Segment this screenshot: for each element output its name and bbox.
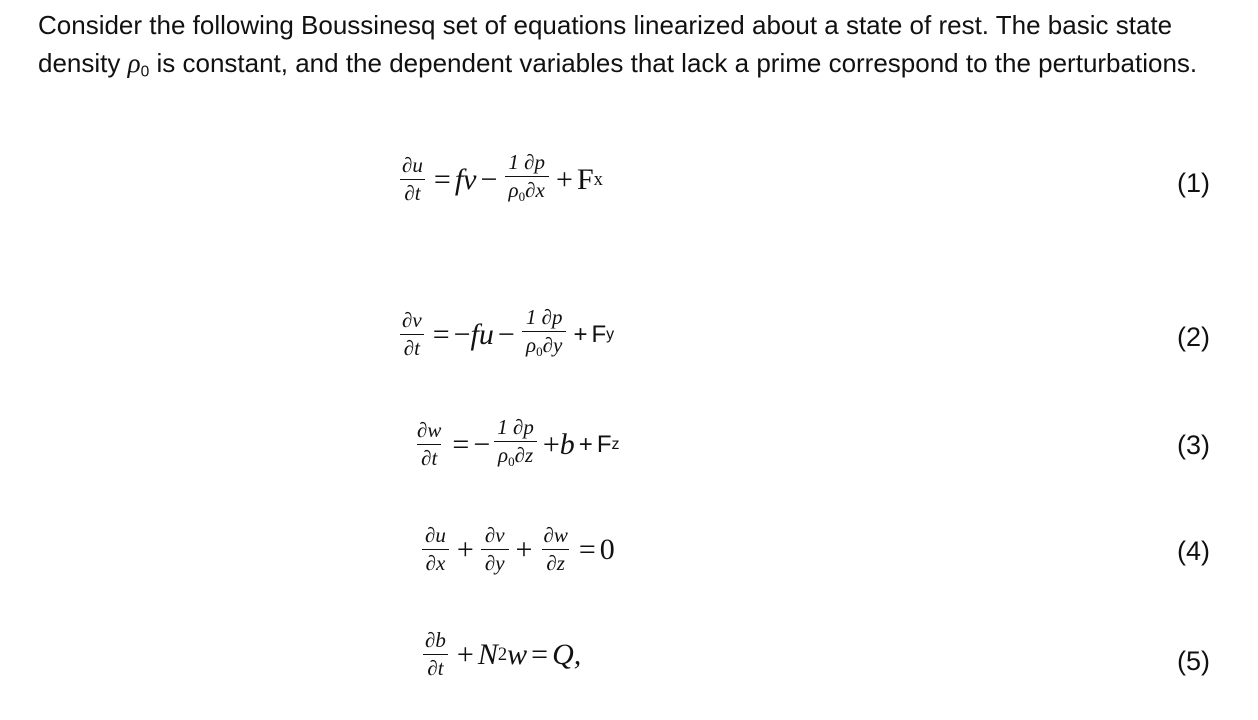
fraction-numerator: ∂v — [402, 308, 422, 333]
exponent: 2 — [497, 643, 508, 665]
fraction-denominator: ∂y — [481, 549, 509, 576]
dvdy-fraction — [481, 523, 509, 576]
fraction-denominator — [505, 176, 549, 209]
dudx-fraction — [421, 523, 450, 576]
fraction-numerator: 1 ∂p — [508, 150, 546, 174]
coriolis-term: fu — [470, 317, 494, 351]
pressure-gradient-fraction — [493, 415, 538, 474]
minus-sign: − — [497, 317, 515, 351]
fraction-numerator: ∂w — [417, 418, 442, 443]
force-subscript: x — [593, 168, 603, 190]
fraction-denominator: ∂t — [400, 334, 424, 361]
rho-subscript: 0 — [536, 344, 543, 360]
negative-sign: − — [453, 317, 471, 351]
pressure-gradient-fraction — [522, 305, 567, 364]
dbdt-fraction — [421, 628, 450, 681]
equation-5 — [418, 628, 581, 681]
dudt-fraction — [398, 153, 427, 206]
equation-number-4: (4) — [1177, 536, 1210, 566]
equals-sign: = — [578, 532, 596, 566]
rho-subscript: 0 — [508, 454, 515, 470]
partial-derivative: ∂y — [542, 333, 563, 357]
fraction-denominator: ∂t — [400, 179, 424, 206]
rho-symbol: ρ — [127, 48, 141, 78]
fraction-denominator: ∂t — [423, 654, 447, 681]
force-subscript: y — [606, 325, 615, 343]
fraction-numerator: ∂u — [425, 523, 446, 547]
problem-statement — [38, 6, 1218, 92]
intro-text-after: is constant, and the dependent variables that lack a prime correspond to the perturbations. — [149, 48, 1198, 78]
dwdt-fraction — [413, 418, 445, 471]
fraction-numerator: ∂b — [425, 628, 446, 652]
fraction-denominator: ∂t — [417, 444, 441, 471]
brunt-vaisala-symbol: N — [477, 637, 498, 671]
rho-symbol: ρ — [508, 178, 519, 202]
equation-3 — [410, 415, 619, 474]
plus-sign: + — [573, 320, 588, 348]
rho-subscript: 0 — [140, 63, 150, 81]
fraction-numerator: 1 ∂p — [497, 415, 534, 439]
heating-term: Q, — [552, 637, 582, 671]
equation-1 — [395, 150, 603, 209]
force-symbol: F — [576, 162, 594, 196]
fraction-denominator: ∂x — [422, 549, 450, 576]
rho-symbol: ρ — [497, 443, 509, 467]
equals-sign: = — [432, 317, 450, 351]
plus-sign: + — [515, 532, 533, 566]
equation-4 — [418, 523, 615, 576]
fraction-numerator: ∂w — [543, 523, 568, 547]
plus-sign: + — [578, 430, 593, 458]
minus-sign: − — [473, 427, 491, 461]
buoyancy-term: b — [559, 427, 575, 461]
equals-sign: = — [433, 162, 451, 196]
plus-sign: + — [556, 162, 573, 196]
vertical-velocity: w — [507, 637, 528, 671]
fraction-denominator — [494, 441, 537, 474]
plus-sign: + — [456, 532, 474, 566]
dwdz-fraction — [539, 523, 571, 576]
fraction-denominator: ∂z — [542, 549, 569, 576]
force-symbol: F — [591, 320, 607, 348]
fraction-numerator: 1 ∂p — [525, 305, 563, 329]
intro-text-before: Consider the following Boussinesq set of equations linearized about a state of rest. The basic state density — [38, 10, 1173, 78]
dvdt-fraction — [398, 308, 426, 361]
equals-sign: = — [452, 427, 470, 461]
force-subscript: z — [611, 435, 620, 453]
equation-number-5: (5) — [1177, 646, 1210, 676]
plus-sign: + — [542, 427, 560, 461]
pressure-gradient-fraction — [504, 150, 549, 209]
equation-number-2: (2) — [1177, 322, 1210, 352]
force-symbol: F — [596, 430, 612, 458]
equals-sign: = — [531, 637, 549, 671]
equation-number-3: (3) — [1177, 430, 1210, 460]
partial-derivative: ∂z — [514, 443, 534, 467]
rho-symbol: ρ — [525, 333, 537, 357]
partial-derivative: ∂x — [525, 178, 545, 202]
rho-subscript: 0 — [518, 189, 526, 205]
fraction-numerator: ∂u — [402, 153, 423, 178]
plus-sign: + — [456, 637, 474, 671]
equation-2 — [395, 305, 614, 364]
equation-number-1: (1) — [1177, 168, 1210, 198]
fraction-denominator — [522, 331, 566, 364]
fraction-numerator: ∂v — [484, 523, 505, 547]
zero-rhs: 0 — [599, 532, 615, 566]
coriolis-term: fv — [454, 162, 477, 196]
minus-sign: − — [480, 162, 498, 196]
